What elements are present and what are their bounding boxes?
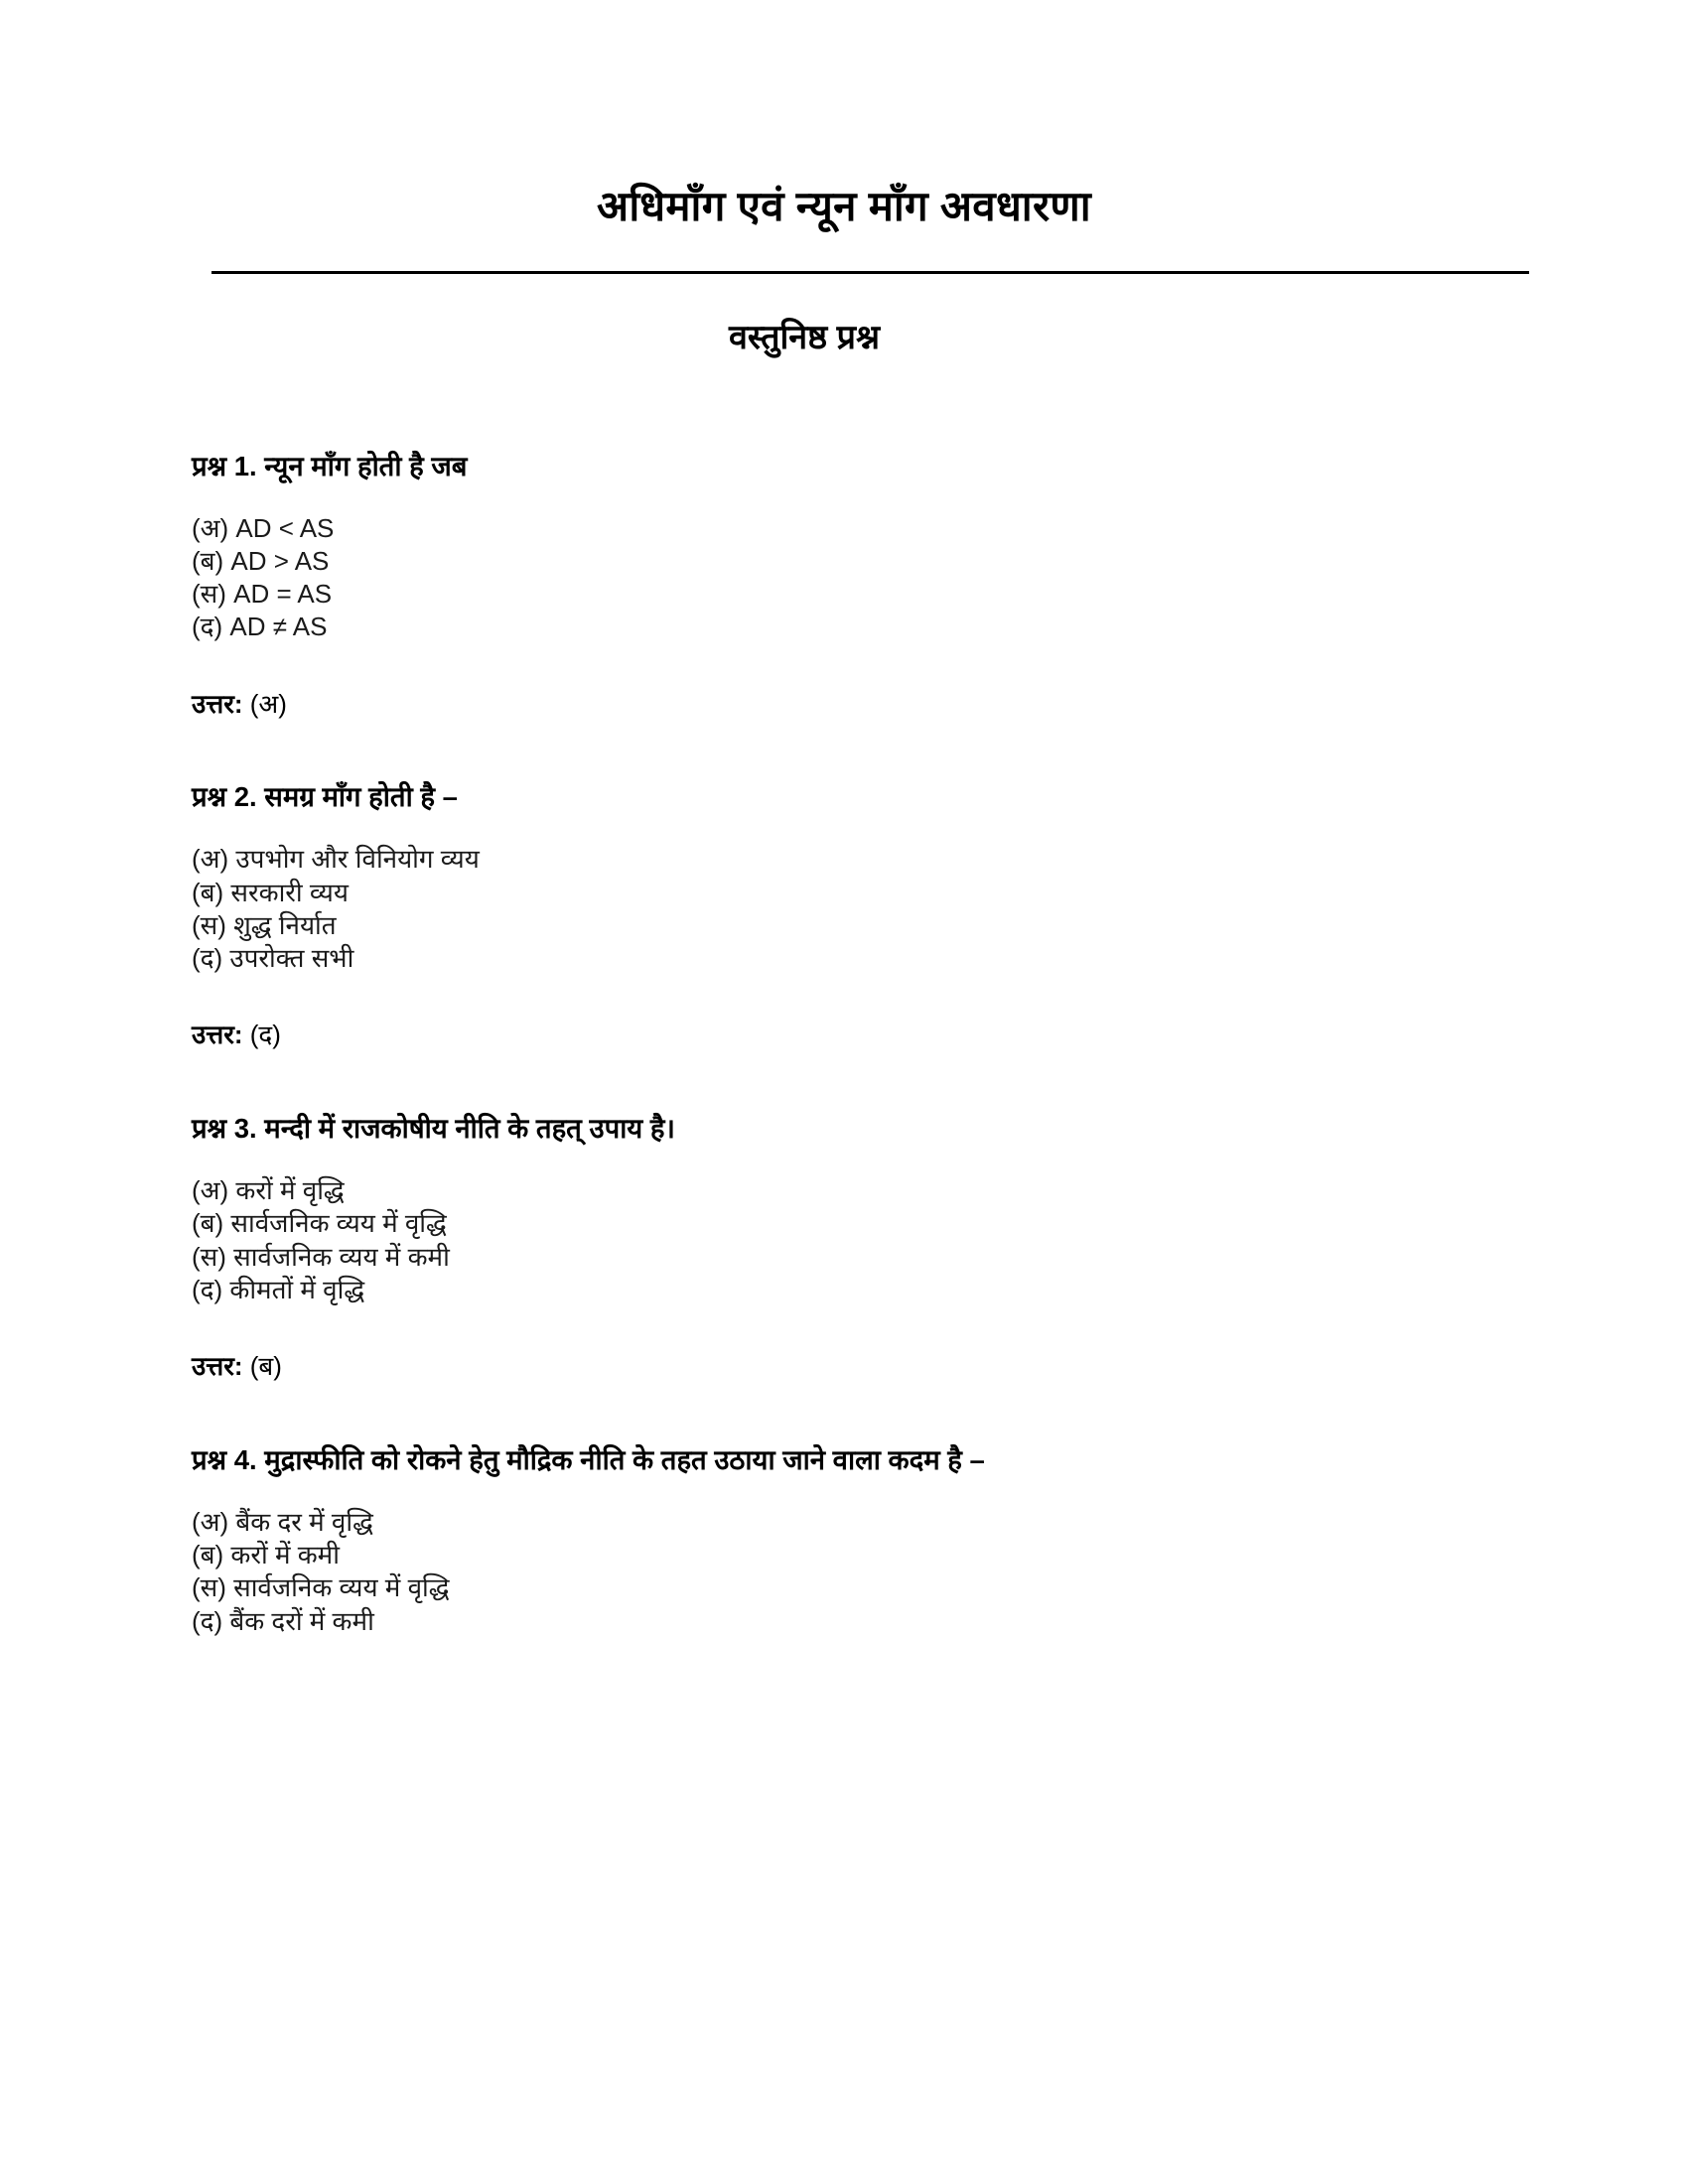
- option-item[interactable]: (ब) सार्वजनिक व्यय में वृद्धि: [192, 1208, 447, 1239]
- section-subtitle: वस्तुनिष्ठ प्रश्न: [728, 318, 881, 356]
- option-list: [192, 1174, 1499, 1306]
- option-item[interactable]: (द) बैंक दरों में कमी: [192, 1605, 374, 1636]
- option-item[interactable]: (स) सार्वजनिक व्यय में वृद्धि: [192, 1572, 450, 1603]
- option-item[interactable]: (स) शुद्ध निर्यात: [192, 909, 337, 940]
- answer-value: (ब): [249, 1351, 282, 1382]
- option-item[interactable]: (अ) AD < AS: [192, 512, 335, 543]
- option-item[interactable]: (अ) बैंक दर में वृद्धि: [192, 1506, 373, 1537]
- question-list: [0, 447, 1688, 1638]
- answer-line: [192, 1019, 1499, 1052]
- question-heading: प्रश्न 4. मुद्रास्फीति को रोकने हेतु मौद्रिक नीति के तहत उठाया जाने वाला कदम है –: [192, 1443, 985, 1475]
- answer-value: (द): [249, 1020, 281, 1050]
- question-block: [0, 777, 1688, 1052]
- option-list: [192, 843, 1499, 975]
- option-item[interactable]: (अ) उपभोग और विनियोग व्यय: [192, 844, 480, 875]
- answer-label: उत्तर:: [192, 688, 243, 719]
- question-block: [0, 1109, 1688, 1384]
- answer-line: [192, 688, 1499, 722]
- option-list: [192, 512, 1499, 644]
- option-item[interactable]: (द) उपरोक्त सभी: [192, 943, 354, 974]
- answer-label: उत्तर:: [192, 1351, 243, 1382]
- option-item[interactable]: (स) AD = AS: [192, 579, 333, 610]
- question-heading: प्रश्न 2. समग्र माँग होती है –: [192, 781, 458, 813]
- option-item[interactable]: (ब) AD > AS: [192, 545, 330, 576]
- question-block: [0, 447, 1688, 722]
- option-item[interactable]: (द) AD ≠ AS: [192, 612, 328, 642]
- option-item[interactable]: (अ) करों में वृद्धि: [192, 1175, 345, 1206]
- question-heading: प्रश्न 1. न्यून माँग होती है जब: [192, 450, 468, 481]
- answer-line: [192, 1350, 1499, 1384]
- option-item[interactable]: (ब) करों में कमी: [192, 1540, 340, 1570]
- answer-label: उत्तर:: [192, 1020, 243, 1050]
- answer-value: (अ): [249, 688, 287, 719]
- option-item[interactable]: (द) कीमतों में वृद्धि: [192, 1274, 365, 1304]
- option-item[interactable]: (ब) सरकारी व्यय: [192, 877, 349, 907]
- option-item[interactable]: (स) सार्वजनिक व्यय में कमी: [192, 1241, 450, 1272]
- page-title: अधिमाँग एवं न्यून माँग अवधारणा: [597, 183, 1091, 229]
- question-block: [0, 1440, 1688, 1638]
- option-list: [192, 1506, 1499, 1638]
- question-heading: प्रश्न 3. मन्दी में राजकोषीय नीति के तहत् उपाय है।: [192, 1113, 675, 1145]
